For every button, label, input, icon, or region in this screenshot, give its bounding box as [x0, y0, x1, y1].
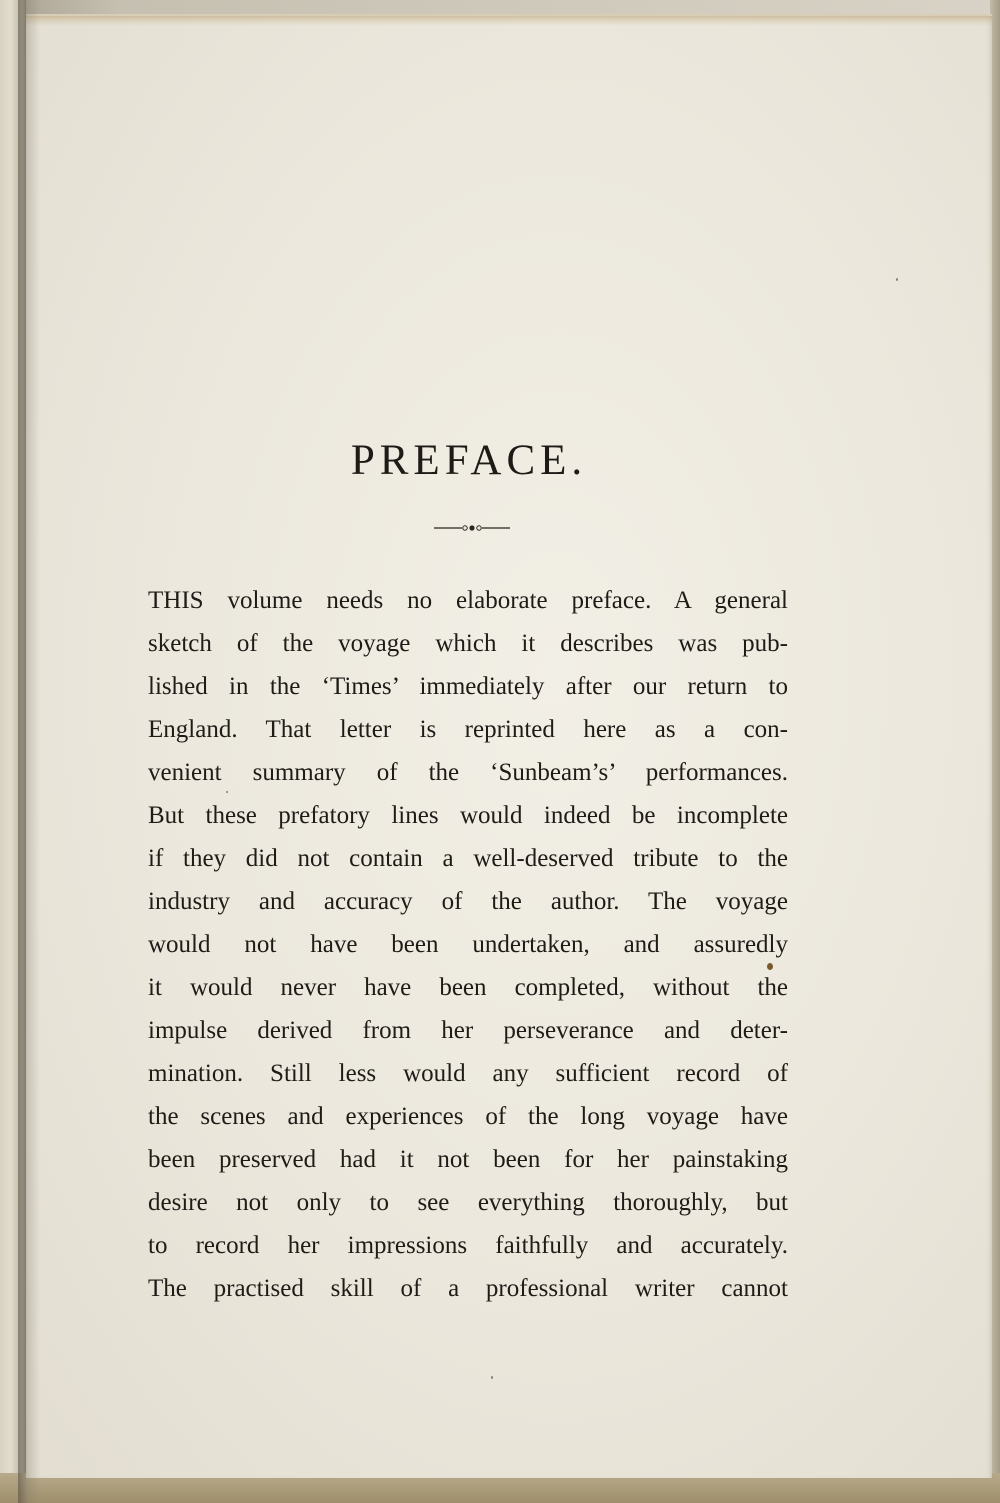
text-line: would not have been undertaken, and assuredly [148, 931, 788, 958]
text-line: impulse derived from her perseverance and deter- [148, 1017, 788, 1044]
text-line: if they did not contain a well-deserved tribute to the [148, 845, 788, 872]
page-foxing [26, 16, 992, 26]
text-line: England. That letter is reprinted here as a con- [148, 716, 788, 743]
text-line: desire not only to see everything thoroughly, but [148, 1189, 788, 1216]
page-title: PREFACE. [350, 437, 588, 484]
preface-body [148, 579, 788, 1310]
text-line: the scenes and experiences of the long voyage have [148, 1103, 788, 1130]
text-line: THIS volume needs no elaborate preface. A general [148, 587, 788, 614]
text-line: been preserved had it not been for her painstaking [148, 1146, 788, 1173]
text-line: lished in the ‘Times’ immediately after our return to [148, 673, 788, 700]
divider-ornament-icon [434, 520, 510, 536]
binding-gutter [18, 0, 40, 1503]
ink-speck [491, 1376, 493, 1379]
text-line: But these prefatory lines would indeed be incomplete [148, 802, 788, 829]
text-line: venient summary of the ‘Sunbeam’s’ performances. [148, 759, 788, 786]
text-line: The practised skill of a professional writer cannot [148, 1275, 788, 1302]
ink-speck [896, 278, 898, 281]
text-line: it would never have been completed, without the [148, 974, 788, 1001]
text-line: to record her impressions faithfully and accurately. [148, 1232, 788, 1259]
ink-speck [226, 791, 228, 793]
text-line: sketch of the voyage which it describes was pub- [148, 630, 788, 657]
text-line: industry and accuracy of the author. The voyage [148, 888, 788, 915]
ink-speck [767, 963, 773, 970]
text-line: mination. Still less would any sufficient record of [148, 1060, 788, 1087]
book-page [26, 14, 992, 1478]
